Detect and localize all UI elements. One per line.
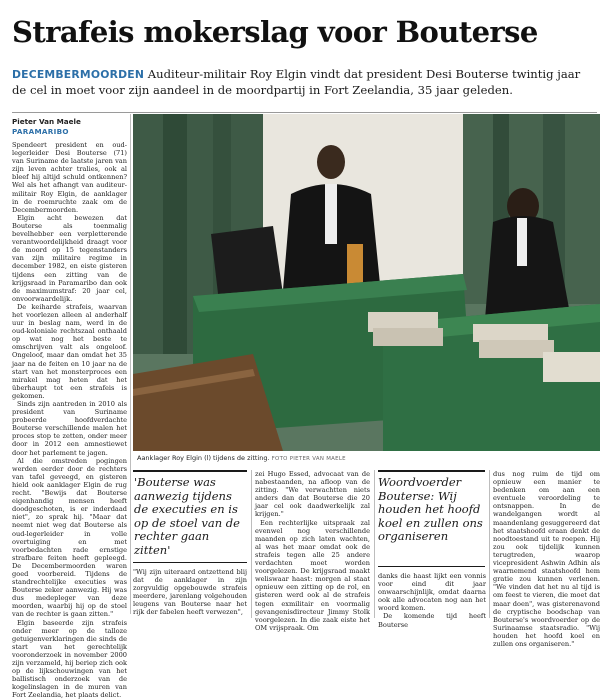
- column-divider: [374, 470, 375, 618]
- photo-caption: [133, 451, 600, 466]
- col2-paragraph: "Wij zijn uiteraard ontzettend blij dat de aanklager in zijn zorgvuldig opgebouwde strafeis meerdere, jarenlang volgehouden leugens van Bouterse naar het rijk der fabelen heeft verwezen",: [133, 568, 247, 617]
- col3-paragraph: Een rechterlijke uitspraak zal evenwel nog verschillende maanden op zich laten wachten, al was het maar omdat ook de strafeis tegen alle 25 andere verdachten moet worden voorgelezen. De krijgsraad maakt weliswaar haast: morgen al staat opnieuw een zitting op de rol, en gisteren werd ook al de strafeis tegen exmilitair en voormalig gevangenisdirecteur Jimmy Stolk voorgelezen. In die zaak eiste het OM vrijspraak. Om: [255, 518, 370, 632]
- byline: [12, 117, 127, 137]
- quote-rule-top: [133, 470, 247, 472]
- courtroom-image: [133, 114, 600, 451]
- column-4: [378, 572, 486, 629]
- intro-text: Auditeur-militair Roy Elgin vindt dat president Desi Bouterse twintig jaar de cel in moet voor zijn aandeel in de moordpartij in Fort Zeelandia, 35 jaar geleden.: [12, 67, 581, 97]
- byline-author: Pieter Van Maele: [12, 117, 81, 126]
- column-divider: [489, 470, 490, 618]
- col4-paragraph: De komende tijd heeft Bouterse: [378, 612, 486, 629]
- courtroom-photo: [133, 114, 600, 451]
- caption-text: Aanklager Roy Elgin (l) tijdens de zitting.: [137, 454, 270, 462]
- pull-quote-2: Woordvoerder Bouterse: Wij houden het hoofd koel en zullen ons organiseren: [378, 475, 483, 544]
- article-intro: [12, 67, 597, 98]
- column-3: [255, 470, 370, 632]
- col1-paragraph: Al die omstreden pogingen werden eerder door de rechters van tafel geveegd, en gisteren hield ook aanklager Elgin de rug recht. "Bewijs dat Bouterse eigenhandig mensen heeft doodgeschoten, is er inderdaad niet", zo sprak hij. "Maar dat neemt niet weg dat Bouterse als oud-legerleider in volle overtuiging en met voorbedachten rade ernstige strafbare feiten heeft gepleegd. De Decembermoorden waren goed voorbereid. Tijdens de standrechtelijke executies was Bouterse zeker aanwezig. Hij was dus medepleger van deze moorden, waarbij hij op de stoel van de rechter is gaan zitten.": [12, 456, 127, 619]
- col4-paragraph: danks die haast lijkt een vonnis voor eind dit jaar onwaarschijnlijk, omdat daarna ook alle advocaten nog aan het woord komen.: [378, 572, 486, 613]
- column-divider: [130, 114, 131, 614]
- col1-paragraph: De keiharde strafeis, waarvan het voorlezen alleen al anderhalf uur in beslag nam, werd in de oud-koloniale rechtszaal onthaald op wat nog het beste te omschrijven valt als ongeloof. Ongeloof, maar dan omdat het 35 jaar na de feiten en 10 jaar na de start van het monsterproces een mirakel mag heten dat het überhaupt tot een strafeis is gekomen.: [12, 302, 127, 400]
- col1-paragraph: Spendeert president en oud-legerleider Desi Bouterse (71) van Suriname de laatste jaren van zijn leven achter tralies, ook al bleef hij altijd schuld ontkennen? Wel als het afhangt van auditeur-militair Roy Elgin, de aanklager in de roemruchte zaak om de Decembermoorden.: [12, 141, 127, 214]
- header-divider: [12, 112, 597, 113]
- col1-paragraph: Elgin acht bewezen dat Bouterse als toenmalig bevelhebber een verpletterende verantwoordelijkheid draagt voor de moord op 15 tegenstanders van zijn militaire regime in december 1982, en eiste gisteren tijdens een zitting van de krijgsraad in Paramaribo dan ook de maximumstraf: 20 jaar cel, onvoorwaardelijk.: [12, 213, 127, 303]
- quote-rule-bottom: [378, 566, 485, 567]
- byline-place: PARAMARIBO: [12, 127, 69, 136]
- article-headline: Strafeis mokerslag voor Bouterse: [12, 15, 538, 49]
- column-1: [12, 141, 127, 699]
- column-divider: [251, 470, 252, 618]
- column-5: [493, 470, 600, 648]
- col3-paragraph: zei Hugo Essed, advocaat van de nabestaanden, na afloop van de zitting. "We verwachtten niets anders dan dat Bouterse die 20 jaar cel ook daadwerkelijk zal krijgen.": [255, 470, 370, 519]
- col1-paragraph: Elgin baseerde zijn strafeis onder meer op de talloze getuigenverklaringen die sinds de start van het gerechtelijk vooronderzoek in november 2000 zijn verzameld, hij beriep zich ook op de lijkschouwingen van het ballistisch onderzoek van de kogelinslagen in de muren van Fort Zeelandia, het plaats delict.: [12, 618, 127, 699]
- quote-rule-top: [378, 470, 485, 472]
- photo-credit: FOTO PIETER VAN MAELE: [271, 456, 346, 462]
- col1-paragraph: Sinds zijn aantreden in 2010 als president van Suriname probeerde hoofdverdachte Bouterse verschillende malen het proces stop te zetten, onder meer door in 2012 een amnestiewet door het parlement te jagen.: [12, 400, 127, 457]
- quote-rule-bottom: [133, 562, 247, 563]
- column-2: [133, 568, 247, 618]
- intro-kicker: DECEMBERMOORDEN: [12, 68, 145, 81]
- col5-paragraph: dus nog ruim de tijd om opnieuw een manier te bedenken om aan een eventuele veroordeling te ontsnappen. In de wandelgangen wordt al maandenlang gesuggereerd dat het staatshoofd eraan denkt de noodtoestand uit te roepen. Hij zou ook tijdelijk kunnen terugtreden, waarop vicepresident Ashwin Adhin als waarnemend staatshoofd hem gratie zou kunnen verlenen. "We vinden dat het nu al tijd is om feest te vieren, die moet dat maar doen", was gisterenavond de cryptische boodschap van Bouterse's woordvoerder op de Surinaamse staatsradio. "Wij houden het hoofd koel en zullen ons organiseren.": [493, 470, 600, 648]
- pull-quote-1: 'Bouterse was aanwezig tijdens de executies en is op de stoel van de rechter gaan zitten': [134, 475, 240, 557]
